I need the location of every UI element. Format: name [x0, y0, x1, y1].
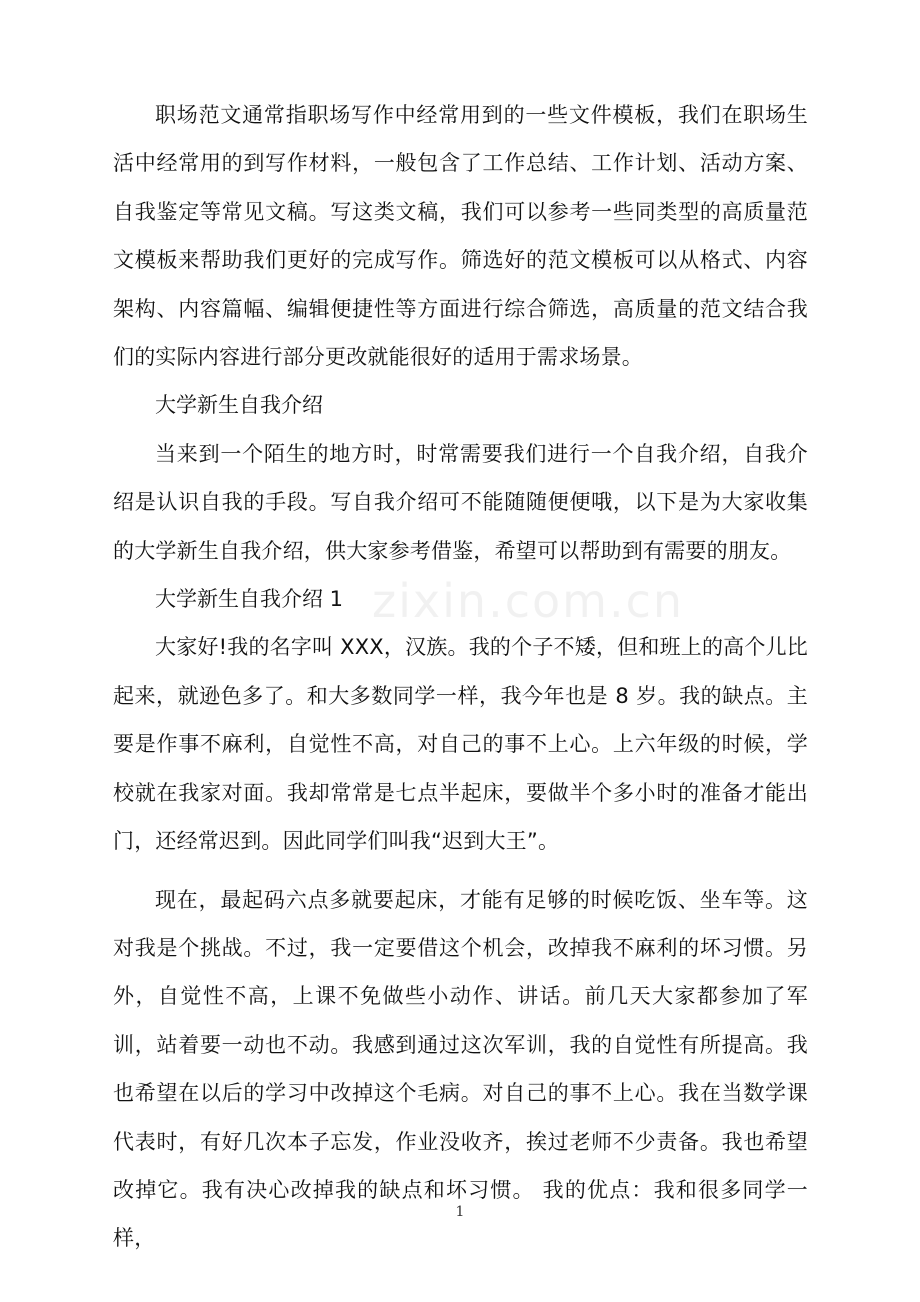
document-body — [113, 91, 808, 1263]
watermark: zixin.com.cn — [372, 574, 685, 628]
document-title: 大学新生自我介绍 — [155, 393, 323, 418]
page-number: 1 — [455, 1204, 465, 1220]
paragraph-gap — [113, 866, 808, 876]
body-paragraph-1: 大家好!我的名字叫 XXX，汉族。我的个子不矮，但和班上的高个儿比起来，就逊色多了。和大多数同学一样，我今年也是 8 岁。我的缺点。主要是作事不麻利，自觉性不高，对自己的事不上心。上六年级的时候，学校就在我家对面。我却常常是七点半起床，要做半个多小时的准备才能出门，还经常迟到。因此同学们叫我“迟到大王”。 — [113, 635, 808, 854]
section-title: 大学新生自我介绍 1 — [155, 587, 344, 612]
body-paragraph-2: 现在，最起码六点多就要起床，才能有足够的时候吃饭、坐车等。这对我是个挑战。不过，我一定要借这个机会，改掉我不麻利的坏习惯。另外，自觉性不高，上课不免做些小动作、讲话。前几天大家都参加了军训，站着要一动也不动。我感到通过这次军训，我的自觉性有所提高。我也希望在以后的学习中改掉这个毛病。对自己的事不上心。我在当数学课代表时，有好几次本子忘发，作业没收齐，挨过老师不少责备。我也希望改掉它。我有决心改掉我的缺点和坏习惯。 我的优点：我和很多同学一样， — [113, 887, 808, 1251]
intro-paragraph: 职场范文通常指职场写作中经常用到的一些文件模板，我们在职场生活中经常用的到写作材料，一般包含了工作总结、工作计划、活动方案、自我鉴定等常见文稿。写这类文稿，我们可以参考一些同类型的高质量范文模板来帮助我们更好的完成写作。筛选好的范文模板可以从格式、内容架构、内容篇幅、编辑便捷性等方面进行综合筛选，高质量的范文结合我们的实际内容进行部分更改就能很好的适用于需求场景。 — [113, 103, 808, 370]
lead-paragraph: 当来到一个陌生的地方时，时常需要我们进行一个自我介绍，自我介绍是认识自我的手段。写自我介绍可不能随随便便哦，以下是为大家收集的大学新生自我介绍，供大家参考借鉴，希望可以帮助到有需要的朋友。 — [113, 441, 808, 563]
